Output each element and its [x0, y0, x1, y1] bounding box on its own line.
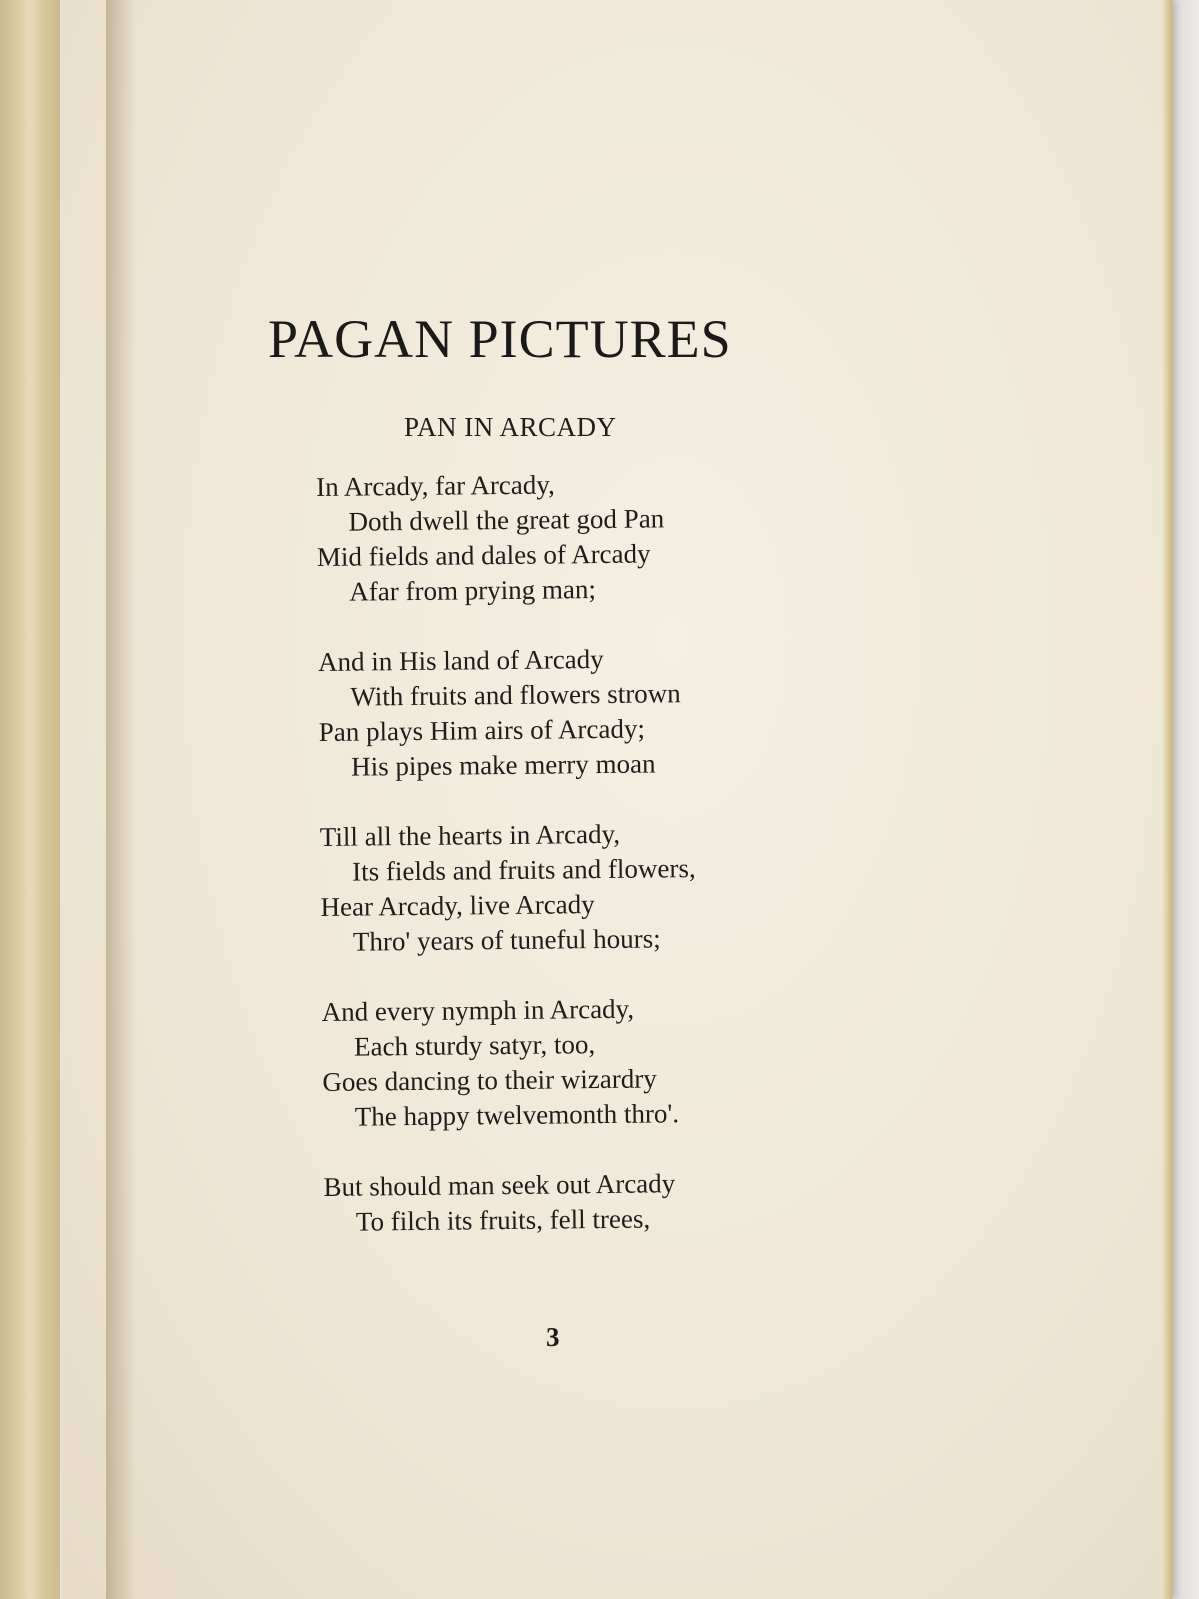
stanza: [321, 991, 698, 1135]
poem-line: Till all the hearts in Arcady,: [319, 818, 621, 852]
stanza: [320, 816, 697, 960]
poem-line: Mid fields and dales of Arcady: [316, 538, 651, 572]
stanza: [323, 1166, 699, 1240]
book-page: [62, 0, 1172, 1599]
poem-line: Its fields and fruits and flowers,: [352, 853, 696, 887]
poem-body: [316, 466, 700, 1275]
poem-line: And every nymph in Arcady,: [321, 993, 635, 1027]
poem-line: And in His land of Arcady: [317, 643, 604, 677]
poem-line: Pan plays Him airs of Arcady;: [318, 713, 646, 747]
stanza: [318, 641, 695, 785]
poem-line: Each sturdy satyr, too,: [353, 1029, 596, 1062]
page-edge: [1162, 0, 1172, 1599]
poem-line: His pipes make merry moan: [350, 748, 656, 782]
poem-line: With fruits and flowers strown: [350, 678, 681, 712]
poem-line: To filch its fruits, fell trees,: [355, 1203, 651, 1237]
gutter-shadow: [106, 0, 136, 1599]
book-binding: [0, 0, 60, 1599]
section-title: PAGAN PICTURES: [268, 309, 732, 369]
poem-line: Goes dancing to their wizardry: [322, 1063, 657, 1097]
poem-line: Doth dwell the great god Pan: [348, 503, 665, 537]
poem-line: But should man seek out Arcady: [323, 1168, 676, 1202]
page-number: 3: [546, 1322, 560, 1352]
poem-line: Afar from prying man;: [349, 574, 597, 607]
poem-line: The happy twelvemonth thro'.: [354, 1098, 680, 1132]
poem-line: In Arcady, far Arcady,: [316, 469, 555, 502]
poem-line: Thro' years of tuneful hours;: [352, 923, 661, 957]
poem-title: PAN IN ARCADY: [404, 412, 617, 442]
poem-line: Hear Arcady, live Arcady: [320, 889, 595, 922]
stanza: [316, 466, 693, 610]
